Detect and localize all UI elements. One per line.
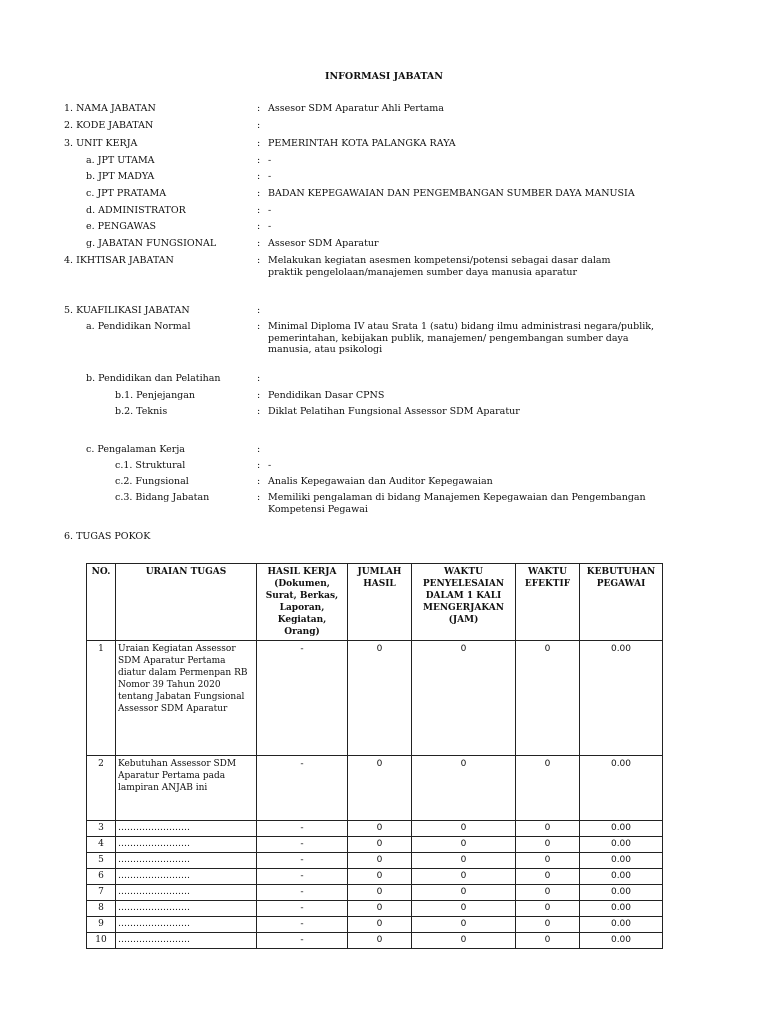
field-label: b. Pendidikan dan Pelatihan	[86, 373, 221, 384]
cell-no: 1	[87, 641, 116, 756]
cell-kebutuhan: 0.00	[580, 821, 663, 837]
cell-no: 8	[87, 901, 116, 917]
cell-kebutuhan: 0.00	[580, 853, 663, 869]
cell-uraian: ……………………	[116, 901, 257, 917]
field-value: Analis Kepegawaian dan Auditor Kepegawaian	[268, 476, 493, 487]
field-label: 3. UNIT KERJA	[64, 138, 138, 149]
cell-efektif: 0	[516, 837, 580, 853]
colon: :	[257, 221, 261, 232]
field-label: c.2. Fungsional	[115, 476, 189, 487]
field-label: c.3. Bidang Jabatan	[115, 492, 210, 503]
cell-efektif: 0	[516, 641, 580, 756]
field-value: Assesor SDM Aparatur Ahli Pertama	[268, 103, 444, 114]
cell-waktu: 0	[412, 641, 516, 756]
header-uraian-tugas: URAIAN TUGAS	[116, 564, 257, 641]
field-value: -	[268, 171, 272, 182]
field-label: 5. KUAFILIKASI JABATAN	[64, 305, 190, 316]
colon: :	[257, 205, 261, 216]
cell-waktu: 0	[412, 869, 516, 885]
colon: :	[257, 255, 261, 266]
cell-no: 6	[87, 869, 116, 885]
cell-kebutuhan: 0.00	[580, 869, 663, 885]
table-row	[87, 885, 663, 901]
cell-hasil: -	[257, 917, 348, 933]
cell-waktu: 0	[412, 917, 516, 933]
field-label: g. JABATAN FUNGSIONAL	[86, 238, 217, 249]
field-label: 4. IKHTISAR JABATAN	[64, 255, 174, 266]
cell-efektif: 0	[516, 901, 580, 917]
field-label: 1. NAMA JABATAN	[64, 103, 156, 114]
header-waktu-efektif: WAKTU EFEKTIF	[516, 564, 580, 641]
field-value: -	[268, 205, 272, 216]
cell-uraian: Kebutuhan Assessor SDM Aparatur Pertama pada lampiran ANJAB ini	[116, 756, 257, 821]
cell-hasil: -	[257, 756, 348, 821]
cell-jumlah: 0	[348, 885, 412, 901]
field-value: PEMERINTAH KOTA PALANGKA RAYA	[268, 138, 456, 149]
field-label: b.2. Teknis	[115, 406, 168, 417]
cell-waktu: 0	[412, 821, 516, 837]
cell-uraian: ……………………	[116, 853, 257, 869]
cell-waktu: 0	[412, 837, 516, 853]
cell-jumlah: 0	[348, 837, 412, 853]
cell-jumlah: 0	[348, 641, 412, 756]
cell-efektif: 0	[516, 853, 580, 869]
field-value: Melakukan kegiatan asesmen kompetensi/potensi sebagai dasar dalam praktik pengelolaan/manajemen sumber daya manusia aparatur	[268, 255, 611, 278]
field-label: c. JPT PRATAMA	[86, 188, 167, 199]
field-label: c.1. Struktural	[115, 460, 186, 471]
colon: :	[257, 321, 261, 332]
cell-waktu: 0	[412, 756, 516, 821]
cell-jumlah: 0	[348, 869, 412, 885]
cell-kebutuhan: 0.00	[580, 917, 663, 933]
cell-efektif: 0	[516, 885, 580, 901]
cell-uraian: ……………………	[116, 821, 257, 837]
cell-no: 5	[87, 853, 116, 869]
cell-kebutuhan: 0.00	[580, 901, 663, 917]
cell-jumlah: 0	[348, 933, 412, 949]
field-label: 2. KODE JABATAN	[64, 120, 154, 131]
table-row	[87, 853, 663, 869]
field-value: -	[268, 221, 272, 232]
field-label: e. PENGAWAS	[86, 221, 157, 232]
cell-hasil: -	[257, 933, 348, 949]
colon: :	[257, 171, 261, 182]
cell-no: 9	[87, 917, 116, 933]
colon: :	[257, 373, 261, 384]
field-value: Diklat Pelatihan Fungsional Assessor SDM Aparatur	[268, 406, 520, 417]
table-row	[87, 756, 663, 821]
field-value: -	[268, 155, 272, 166]
cell-waktu: 0	[412, 933, 516, 949]
colon: :	[257, 444, 261, 455]
cell-uraian: ……………………	[116, 837, 257, 853]
cell-jumlah: 0	[348, 917, 412, 933]
cell-uraian: ……………………	[116, 917, 257, 933]
cell-hasil: -	[257, 853, 348, 869]
colon: :	[257, 460, 261, 471]
header-kebutuhan-pegawai: KEBUTUHAN PEGAWAI	[580, 564, 663, 641]
table-header-row	[87, 564, 663, 641]
field-label: b. JPT MADYA	[86, 171, 155, 182]
field-label: a. JPT UTAMA	[86, 155, 155, 166]
cell-no: 2	[87, 756, 116, 821]
table-row	[87, 933, 663, 949]
cell-jumlah: 0	[348, 756, 412, 821]
cell-efektif: 0	[516, 869, 580, 885]
cell-jumlah: 0	[348, 901, 412, 917]
cell-waktu: 0	[412, 885, 516, 901]
cell-uraian: Uraian Kegiatan Assessor SDM Aparatur Pertama diatur dalam Permenpan RB Nomor 39 Tahun 2020 tentang Jabatan Fungsional Assessor SDM Aparatur	[116, 641, 257, 756]
colon: :	[257, 406, 261, 417]
cell-no: 10	[87, 933, 116, 949]
field-value: Minimal Diploma IV atau Srata 1 (satu) bidang ilmu administrasi negara/publik, pemerintahan, kebijakan publik, manajemen/ pengembangan sumber daya manusia, atau psikologi	[268, 321, 655, 355]
field-label: b.1. Penjejangan	[115, 390, 196, 401]
colon: :	[257, 305, 261, 316]
colon: :	[257, 476, 261, 487]
colon: :	[257, 103, 261, 114]
table-row	[87, 917, 663, 933]
table-row	[87, 821, 663, 837]
header-hasil-kerja: HASIL KERJA (Dokumen, Surat, Berkas, Laporan, Kegiatan, Orang)	[257, 564, 348, 641]
cell-efektif: 0	[516, 756, 580, 821]
cell-jumlah: 0	[348, 853, 412, 869]
colon: :	[257, 120, 261, 131]
cell-no: 7	[87, 885, 116, 901]
cell-uraian: ……………………	[116, 933, 257, 949]
header-waktu-penyelesaian: WAKTU PENYELESAIAN DALAM 1 KALI MENGERJAKAN (JAM)	[412, 564, 516, 641]
cell-kebutuhan: 0.00	[580, 756, 663, 821]
cell-no: 4	[87, 837, 116, 853]
cell-kebutuhan: 0.00	[580, 933, 663, 949]
cell-kebutuhan: 0.00	[580, 641, 663, 756]
field-value: Memiliki pengalaman di bidang Manajemen Kepegawaian dan Pengembangan Kompetensi Pegawai	[268, 492, 646, 515]
cell-efektif: 0	[516, 933, 580, 949]
field-value: Pendidikan Dasar CPNS	[268, 390, 385, 401]
cell-uraian: ……………………	[116, 885, 257, 901]
cell-kebutuhan: 0.00	[580, 837, 663, 853]
cell-efektif: 0	[516, 821, 580, 837]
header-jumlah-hasil: JUMLAH HASIL	[348, 564, 412, 641]
field-label: d. ADMINISTRATOR	[86, 205, 186, 216]
cell-hasil: -	[257, 837, 348, 853]
tugas-pokok-table	[86, 563, 663, 949]
cell-waktu: 0	[412, 901, 516, 917]
field-value: Assesor SDM Aparatur	[268, 238, 379, 249]
table-row	[87, 641, 663, 756]
colon: :	[257, 238, 261, 249]
colon: :	[257, 138, 261, 149]
table-row	[87, 901, 663, 917]
colon: :	[257, 492, 261, 503]
table-row	[87, 869, 663, 885]
cell-jumlah: 0	[348, 821, 412, 837]
cell-efektif: 0	[516, 917, 580, 933]
table-row	[87, 837, 663, 853]
field-value: BADAN KEPEGAWAIAN DAN PENGEMBANGAN SUMBER DAYA MANUSIA	[268, 188, 635, 199]
header-no: NO.	[87, 564, 116, 641]
field-value: -	[268, 460, 272, 471]
cell-hasil: -	[257, 869, 348, 885]
colon: :	[257, 155, 261, 166]
cell-hasil: -	[257, 885, 348, 901]
document-title: INFORMASI JABATAN	[325, 71, 443, 82]
section-heading: 6. TUGAS POKOK	[64, 531, 151, 542]
cell-hasil: -	[257, 901, 348, 917]
cell-no: 3	[87, 821, 116, 837]
cell-hasil: -	[257, 641, 348, 756]
cell-kebutuhan: 0.00	[580, 885, 663, 901]
cell-waktu: 0	[412, 853, 516, 869]
colon: :	[257, 188, 261, 199]
cell-hasil: -	[257, 821, 348, 837]
field-label: a. Pendidikan Normal	[86, 321, 191, 332]
cell-uraian: ……………………	[116, 869, 257, 885]
field-label: c. Pengalaman Kerja	[86, 444, 185, 455]
colon: :	[257, 390, 261, 401]
